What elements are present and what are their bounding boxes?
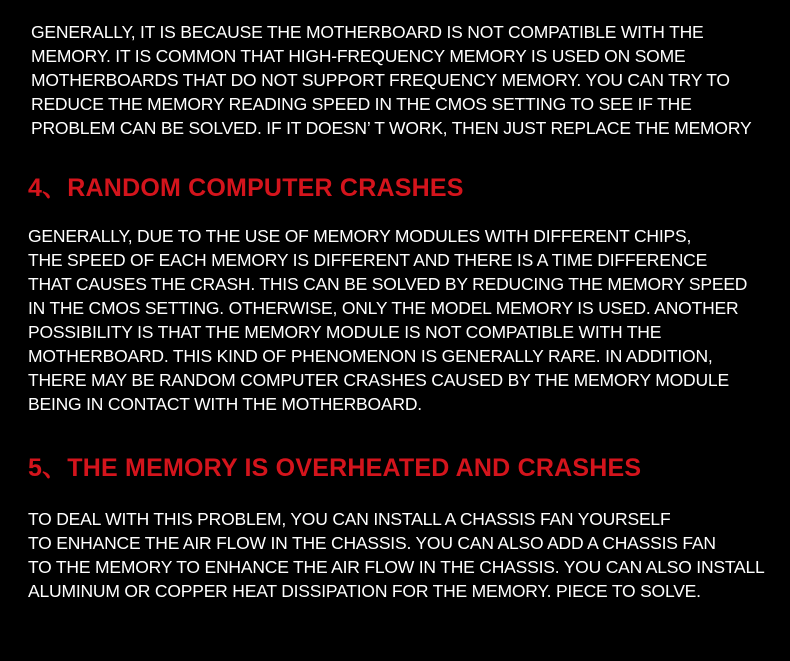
paragraph-line: GENERALLY, DUE TO THE USE OF MEMORY MODULES WITH DIFFERENT CHIPS,	[28, 226, 692, 246]
paragraph-line: THERE MAY BE RANDOM COMPUTER CRASHES CAUSED BY THE MEMORY MODULE	[28, 370, 729, 390]
paragraph-line: TO ENHANCE THE AIR FLOW IN THE CHASSIS. YOU CAN ALSO ADD A CHASSIS FAN	[28, 533, 716, 553]
paragraph-line: MOTHERBOARD. THIS KIND OF PHENOMENON IS GENERALLY RARE. IN ADDITION,	[28, 346, 713, 366]
section-4-heading: 4、RANDOM COMPUTER CRASHES	[28, 174, 464, 202]
paragraph-line: TO THE MEMORY TO ENHANCE THE AIR FLOW IN THE CHASSIS. YOU CAN ALSO INSTALL	[28, 557, 765, 577]
section-4-paragraph	[28, 224, 747, 416]
paragraph-line: THE SPEED OF EACH MEMORY IS DIFFERENT AND THERE IS A TIME DIFFERENCE	[28, 250, 708, 270]
paragraph-line: POSSIBILITY IS THAT THE MEMORY MODULE IS NOT COMPATIBLE WITH THE	[28, 322, 662, 342]
section-5-heading: 5、THE MEMORY IS OVERHEATED AND CRASHES	[28, 454, 642, 482]
section-5-paragraph	[28, 507, 765, 603]
paragraph-line: GENERALLY, IT IS BECAUSE THE MOTHERBOARD IS NOT COMPATIBLE WITH THE	[31, 22, 704, 42]
paragraph-line: IN THE CMOS SETTING. OTHERWISE, ONLY THE MODEL MEMORY IS USED. ANOTHER	[28, 298, 739, 318]
paragraph-line: REDUCE THE MEMORY READING SPEED IN THE CMOS SETTING TO SEE IF THE	[31, 94, 692, 114]
paragraph-line: ALUMINUM OR COPPER HEAT DISSIPATION FOR THE MEMORY. PIECE TO SOLVE.	[28, 581, 701, 601]
paragraph-line: THAT CAUSES THE CRASH. THIS CAN BE SOLVED BY REDUCING THE MEMORY SPEED	[28, 274, 748, 294]
paragraph-line: TO DEAL WITH THIS PROBLEM, YOU CAN INSTALL A CHASSIS FAN YOURSELF	[28, 509, 671, 529]
paragraph-line: MOTHERBOARDS THAT DO NOT SUPPORT FREQUENCY MEMORY. YOU CAN TRY TO	[31, 70, 730, 90]
paragraph-line: PROBLEM CAN BE SOLVED. IF IT DOESN’ T WORK, THEN JUST REPLACE THE MEMORY	[31, 118, 752, 138]
paragraph-line: MEMORY. IT IS COMMON THAT HIGH-FREQUENCY MEMORY IS USED ON SOME	[31, 46, 686, 66]
intro-paragraph	[31, 20, 751, 140]
paragraph-line: BEING IN CONTACT WITH THE MOTHERBOARD.	[28, 394, 422, 414]
